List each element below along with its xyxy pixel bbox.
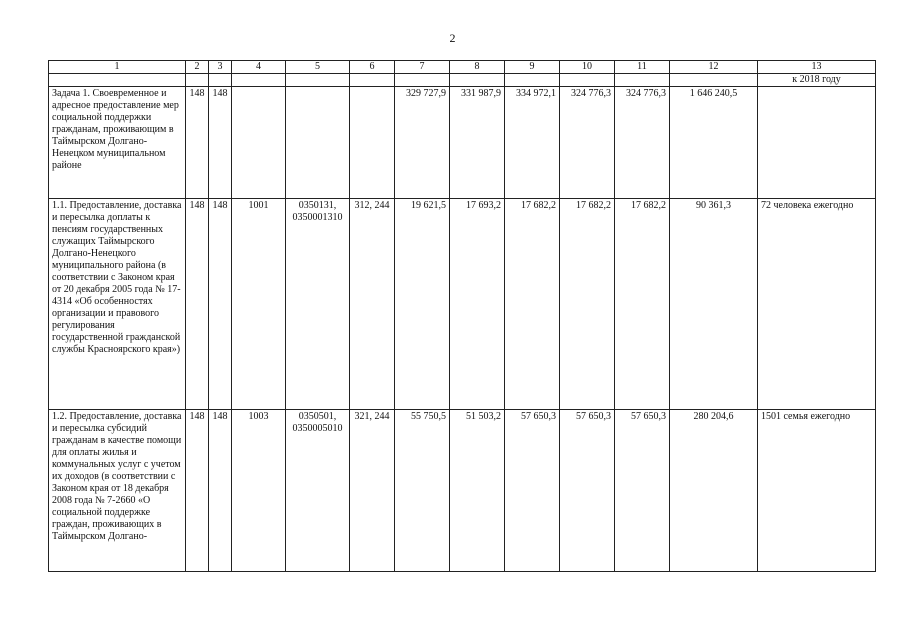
cell-amount: 17 682,2	[615, 199, 670, 410]
subheader-row	[49, 74, 876, 87]
cell-vr: 312, 244	[350, 199, 395, 410]
cell-amount: 57 650,3	[615, 410, 670, 572]
cell-result	[758, 87, 876, 199]
result-period-label: к 2018 году	[758, 74, 876, 87]
cell-amount: 57 650,3	[560, 410, 615, 572]
cell-amount: 55 750,5	[395, 410, 450, 572]
cell-amount: 329 727,9	[395, 87, 450, 199]
cell-result: 72 человека ежегодно	[758, 199, 876, 410]
cell-grbs: 148	[186, 410, 209, 572]
cell-total: 90 361,3	[670, 199, 758, 410]
cell-rzpr	[232, 87, 286, 199]
cell-amount: 51 503,2	[450, 410, 505, 572]
column-number-row	[49, 61, 876, 74]
cell-grbs: 148	[186, 199, 209, 410]
cell-rzpr: 1003	[232, 410, 286, 572]
cell-amount: 331 987,9	[450, 87, 505, 199]
column-header: 9	[505, 61, 560, 74]
table-row	[49, 199, 876, 410]
table-row	[49, 410, 876, 572]
cell-grbs: 148	[186, 87, 209, 199]
cell-grbs-code: 148	[209, 410, 232, 572]
column-header: 3	[209, 61, 232, 74]
cell-vr	[350, 87, 395, 199]
cell-result: 1501 семья ежегодно	[758, 410, 876, 572]
column-header: 11	[615, 61, 670, 74]
cell-amount: 17 682,2	[560, 199, 615, 410]
column-header: 6	[350, 61, 395, 74]
activity-name: 1.2. Предоставление, доставка и пересылка субсидий гражданам в качестве помощи для оплаты жилья и коммунальных услуг с учетом их доходов (в соответствии с Законом края от 18 декабря 2008 года № 7-2660 «О социальной поддержке граждан, проживающих в Таймырском Долгано-	[49, 410, 186, 572]
cell-vr: 321, 244	[350, 410, 395, 572]
cell-csr: 0350131, 0350001310	[286, 199, 350, 410]
activity-name: 1.1. Предоставление, доставка и пересылка доплаты к пенсиям государственных служащих Таймырского Долгано-Ненецкого муниципального района (в соответствии с Законом края от 20 декабря 2005 года № 17-4314 «Об особенностях организации и правового регулирования государственной гражданской службы Красноярского края»)	[49, 199, 186, 410]
cell-grbs-code: 148	[209, 199, 232, 410]
column-header: 12	[670, 61, 758, 74]
column-header: 2	[186, 61, 209, 74]
column-header: 1	[49, 61, 186, 74]
program-table	[48, 60, 876, 572]
cell-total: 1 646 240,5	[670, 87, 758, 199]
column-header: 10	[560, 61, 615, 74]
cell-amount: 17 693,2	[450, 199, 505, 410]
cell-amount: 334 972,1	[505, 87, 560, 199]
cell-csr: 0350501, 0350005010	[286, 410, 350, 572]
column-header: 8	[450, 61, 505, 74]
column-header: 7	[395, 61, 450, 74]
table-row	[49, 87, 876, 199]
cell-amount: 19 621,5	[395, 199, 450, 410]
cell-total: 280 204,6	[670, 410, 758, 572]
page-number: 2	[449, 31, 456, 45]
cell-amount: 324 776,3	[560, 87, 615, 199]
column-header: 4	[232, 61, 286, 74]
cell-rzpr: 1001	[232, 199, 286, 410]
column-header: 5	[286, 61, 350, 74]
cell-amount: 17 682,2	[505, 199, 560, 410]
cell-grbs-code: 148	[209, 87, 232, 199]
column-header: 13	[758, 61, 876, 74]
cell-amount: 324 776,3	[615, 87, 670, 199]
cell-csr	[286, 87, 350, 199]
cell-amount: 57 650,3	[505, 410, 560, 572]
activity-name: Задача 1. Своевременное и адресное предоставление мер социальной поддержки гражданам, проживающим в Таймырском Долгано-Ненецком муниципальном районе	[49, 87, 186, 199]
